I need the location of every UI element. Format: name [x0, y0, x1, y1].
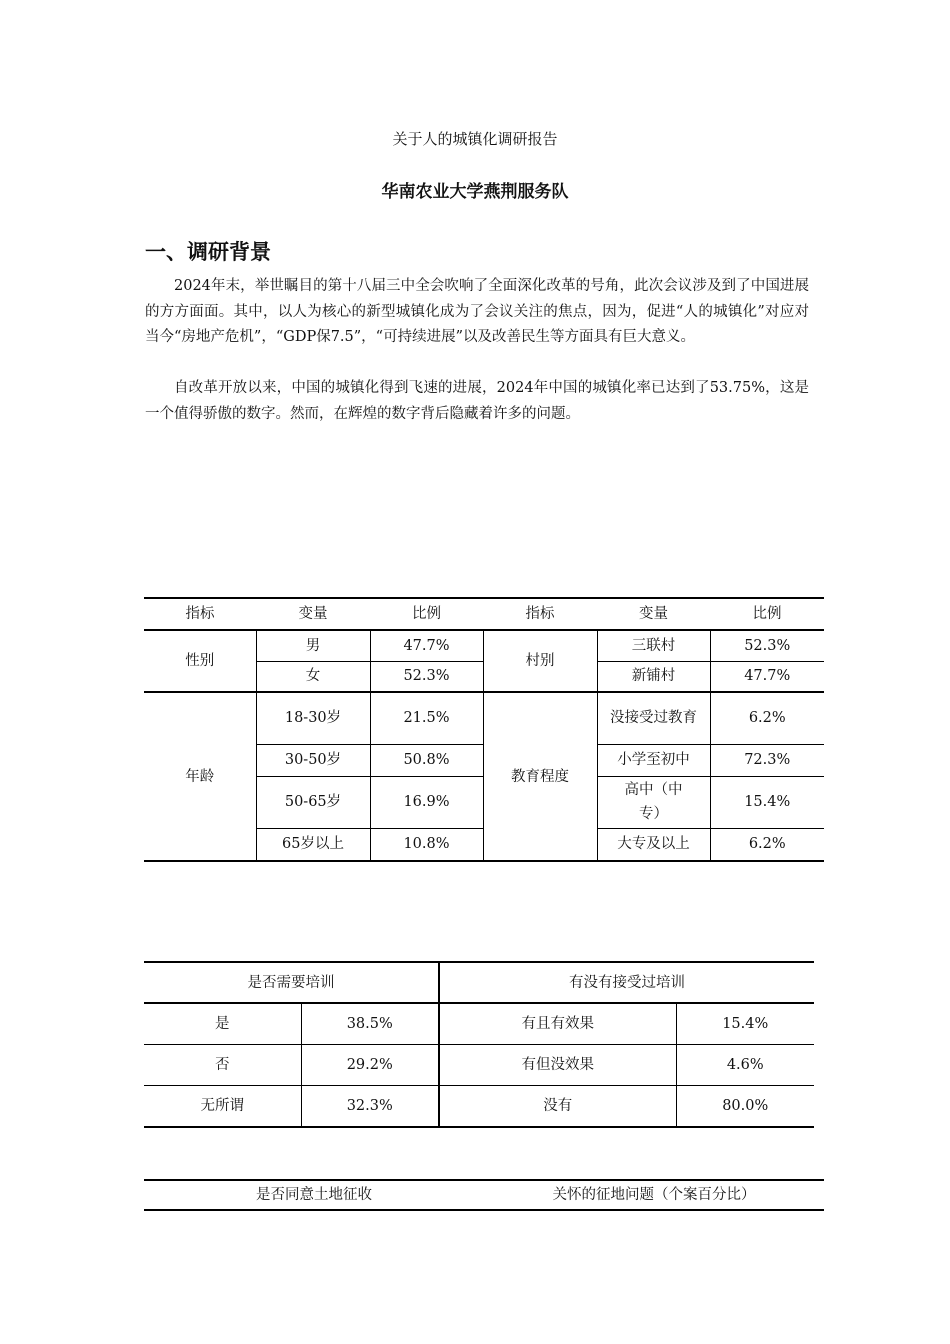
table-cell: 15.4% — [710, 776, 824, 828]
table-cell: 4.6% — [676, 1045, 814, 1086]
header-cell: 指标 — [144, 598, 256, 630]
table-row — [144, 1045, 814, 1086]
training-table — [144, 961, 814, 1128]
demographics-table — [144, 597, 824, 862]
table-cell: 小学至初中 — [597, 744, 710, 776]
table-cell: 16.9% — [370, 776, 483, 828]
table-header-row — [144, 962, 814, 1003]
group-label-education: 教育程度 — [483, 692, 597, 861]
header-cell: 比例 — [710, 598, 824, 630]
header-cell: 比例 — [370, 598, 483, 630]
header-cell: 指标 — [483, 598, 597, 630]
table-cell: 50.8% — [370, 744, 483, 776]
table-cell: 6.2% — [748, 836, 786, 853]
table-cell: 32.3% — [301, 1086, 439, 1128]
document-title: 关于人的城镇化调研报告 — [392, 130, 558, 148]
table-cell: 大专及以上 — [597, 828, 710, 861]
table-cell: 高中（中专） — [597, 776, 710, 828]
table-cell: 否 — [144, 1045, 301, 1086]
table-cell: 男 — [256, 630, 370, 661]
table-header-row — [144, 598, 824, 630]
table-cell: 65岁以上 — [256, 828, 370, 861]
group-label-age: 年龄 — [144, 692, 256, 861]
table-cell: 47.7% — [710, 661, 824, 692]
header-cell: 变量 — [256, 598, 370, 630]
group-label-gender: 性别 — [144, 630, 256, 692]
section-heading: 一、调研背景 — [145, 240, 271, 264]
table-header-row — [144, 1180, 824, 1210]
header-cell: 有没有接受过培训 — [439, 962, 814, 1003]
table-cell: 21.5% — [370, 692, 483, 744]
table-cell: 是 — [144, 1003, 301, 1045]
table-row — [144, 1086, 814, 1128]
table-cell: 无所谓 — [144, 1086, 301, 1128]
paragraph-1: 2024年末，举世瞩目的第十八届三中全会吹响了全面深化改革的号角，此次会议涉及到了中国进展的方方面面。其中，以人为核心的新型城镇化成为了会议关注的焦点，因为，促进“人的城镇化”对应对当今“房地产危机”，“GDP保7.5”，“可持续进展”以及改善民生等方面具有巨大意义。 — [145, 278, 809, 345]
table-cell: 52.3% — [710, 630, 824, 661]
table-cell: 三联村 — [597, 630, 710, 661]
table-row — [144, 692, 824, 744]
table-cell: 有且有效果 — [439, 1003, 676, 1045]
paragraph-2: 自改革开放以来，中国的城镇化得到飞速的进展，2024年中国的城镇化率已达到了53.75%，这是一个值得骄傲的数字。然而，在辉煌的数字背后隐藏着许多的问题。 — [145, 380, 809, 422]
table-cell: 10.8% — [370, 828, 483, 861]
table-cell: 72.3% — [710, 744, 824, 776]
header-cell: 变量 — [597, 598, 710, 630]
table-cell: 没有 — [439, 1086, 676, 1128]
table-cell: 30-50岁 — [256, 744, 370, 776]
table-cell: 15.4% — [676, 1003, 814, 1045]
table-cell: 47.7% — [370, 630, 483, 661]
table-cell: 38.5% — [301, 1003, 439, 1045]
organization-name: 华南农业大学燕荆服务队 — [381, 182, 569, 202]
table-cell: 80.0% — [722, 1098, 769, 1114]
table-cell: 有但没效果 — [439, 1045, 676, 1086]
table-cell: 29.2% — [301, 1045, 439, 1086]
table-cell: 没接受过教育 — [597, 692, 710, 744]
table-cell: 52.3% — [370, 661, 483, 692]
header-cell: 关怀的征地问题（个案百分比） — [552, 1187, 756, 1203]
header-cell: 是否同意土地征收 — [256, 1187, 372, 1203]
table-cell: 6.2% — [710, 692, 824, 744]
table-cell: 50-65岁 — [256, 776, 370, 828]
group-label-village: 村别 — [483, 630, 597, 692]
land-acquisition-table — [144, 1179, 824, 1211]
table-cell: 女 — [256, 661, 370, 692]
table-cell: 新铺村 — [597, 661, 710, 692]
header-cell: 是否需要培训 — [144, 962, 439, 1003]
table-cell: 18-30岁 — [256, 692, 370, 744]
table-row — [144, 630, 824, 661]
table-row — [144, 1003, 814, 1045]
